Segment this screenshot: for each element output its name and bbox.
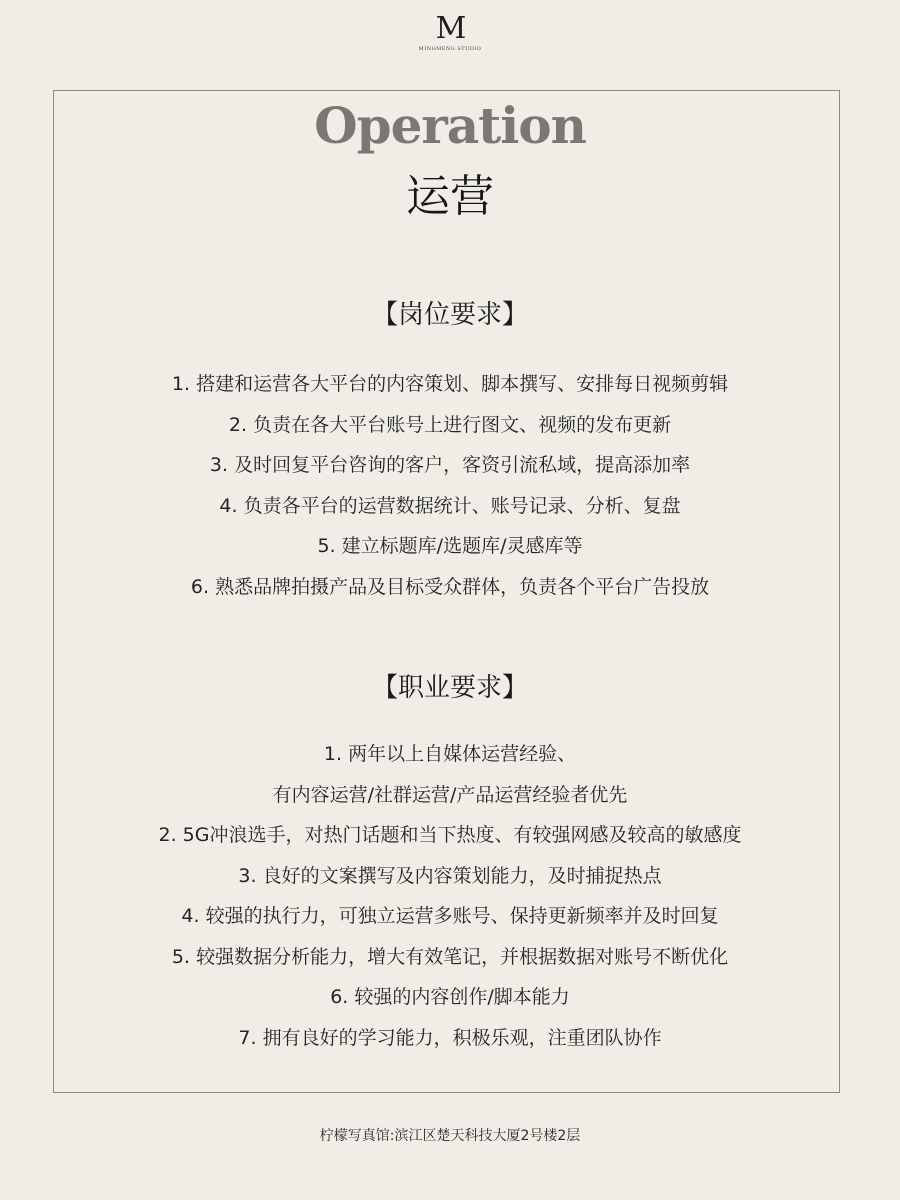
list-item: 3. 及时回复平台咨询的客户，客资引流私域，提高添加率 <box>209 454 691 477</box>
list-item: 2. 负责在各大平台账号上进行图文、视频的发布更新 <box>228 413 672 436</box>
list-item: 4. 较强的执行力，可独立运营多账号、保持更新频率并及时回复 <box>181 905 719 928</box>
logo-mark: M <box>435 11 465 46</box>
list-item: 6. 较强的内容创作/脚本能力 <box>330 986 570 1009</box>
list-item <box>0 734 900 815</box>
list-item: 6. 熟悉品牌拍摄产品及目标受众群体，负责各个平台广告投放 <box>190 575 710 598</box>
list-item: 7. 拥有良好的学习能力，积极乐观，注重团队协作 <box>238 1026 662 1049</box>
list-item-line: 1. 两年以上自媒体运营经验、 <box>323 743 577 765</box>
job-requirements-list <box>0 364 900 608</box>
job-requirements-heading: 【岗位要求】 <box>371 300 528 330</box>
list-item-line: 有内容运营/社群运营/产品运营经验者优先 <box>272 783 628 806</box>
studio-logo <box>0 11 900 52</box>
career-requirements-list <box>0 734 900 1059</box>
list-item: 4. 负责各平台的运营数据统计、账号记录、分析、复盘 <box>219 494 681 517</box>
logo-text: MINGMENG STUDIO <box>418 46 482 52</box>
list-item: 2. 5G冲浪选手，对热门话题和当下热度、有较强网感及较高的敏感度 <box>158 824 742 846</box>
career-requirements-heading: 【职业要求】 <box>371 673 528 703</box>
list-item: 3. 良好的文案撰写及内容策划能力，及时捕捉热点 <box>238 864 662 887</box>
list-item: 1. 搭建和运营各大平台的内容策划、脚本撰写、安排每日视频剪辑 <box>171 373 729 395</box>
page-title-chinese: 运营 <box>406 171 494 222</box>
page-title-english: Operation <box>314 96 586 155</box>
footer-address: 柠檬写真馆:滨江区楚天科技大厦2号楼2层 <box>319 1128 581 1144</box>
list-item: 5. 建立标题库/选题库/灵感库等 <box>317 535 583 558</box>
list-item: 5. 较强数据分析能力，增大有效笔记，并根据数据对账号不断优化 <box>171 945 729 968</box>
